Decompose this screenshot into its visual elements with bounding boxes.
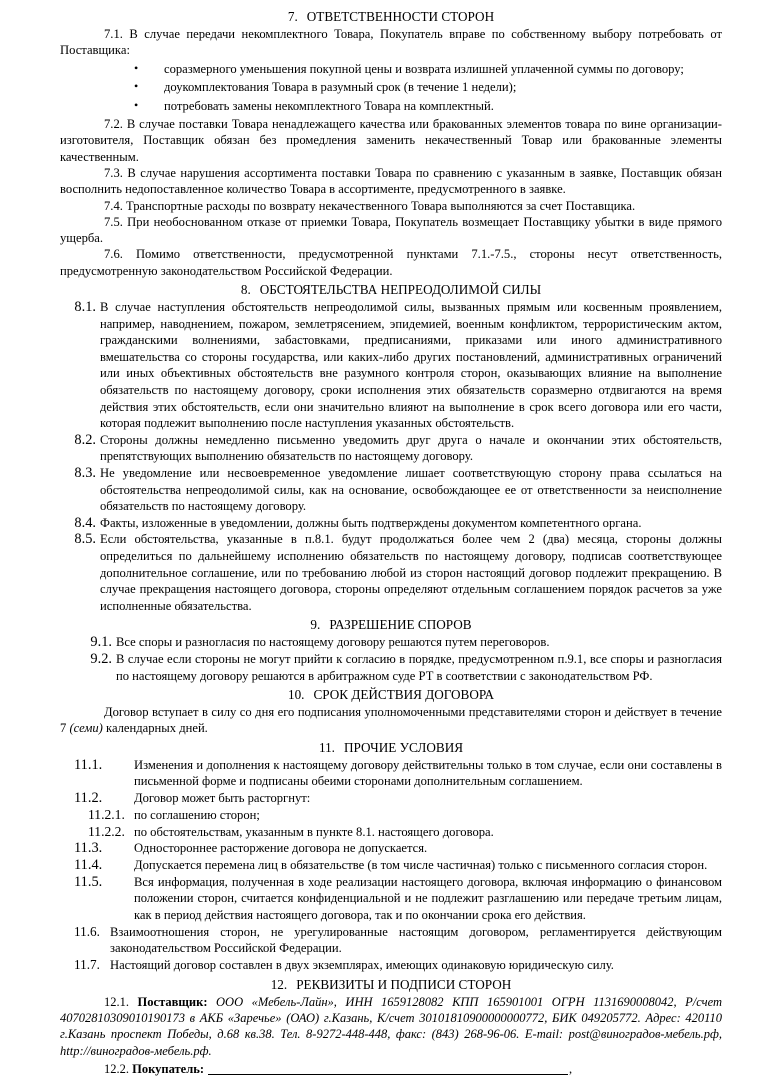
list-item: • потребовать замены некомплектного Товара на комплектный. — [164, 97, 722, 116]
clause-7-1-bullet-list — [60, 60, 722, 116]
clause-number: 11.1. — [74, 756, 103, 773]
clause-number: 11.2.2. — [88, 823, 125, 839]
section-heading-9 — [60, 616, 722, 633]
clause-text: Факты, изложенные в уведомлении, должны быть подтверждены документом компетентного органа. — [100, 515, 642, 530]
clause-11-7 — [60, 957, 722, 974]
buyer-label: Покупатель: — [132, 1062, 204, 1077]
clause-text: Все споры и разногласия по настоящему договору решаются путем переговоров. — [116, 635, 550, 650]
clause-number: 11.6. — [74, 923, 100, 939]
clause-11-2-1 — [60, 807, 722, 824]
clause-text: Настоящий договор составлен в двух экземплярах, имеющих одинаковую юридическую силу. — [110, 957, 614, 972]
clause-number: 8.5. — [74, 531, 96, 548]
clause-7-3: 7.3. В случае нарушения ассортимента поставки Товара по сравнению с указанным в заявке, Поставщик обязан восполнить недопоставленное количество Товара в ассортименте, предусмотренного в заявке. — [60, 165, 722, 197]
clause-8-3 — [60, 465, 722, 515]
clause-text: Одностороннее расторжение договора не допускается. — [134, 841, 428, 856]
clause-text: по обстоятельствам, указанным в пункте 8.1. настоящего договора. — [134, 824, 494, 839]
clause-text: Если обстоятельства, указанные в п.8.1. будут продолжаться более чем 2 (два) месяца, стороны должны определиться по дальнейшему исполнению обязательств по настоящему договору, подписав соответствующее дополнительное соглашение, или по требованию любой из сторон настоящий договор подлежит прекращению. В случае прекращения настоящего договора, стороны определяют отдельным соглашением порядок расчетов за уже исполненные обязательства. — [100, 532, 722, 613]
section-10-body-before: Договор вступает в силу со дня его подписания уполномоченными представителями сторон и действует в течение 7 — [60, 705, 722, 736]
clause-11-2 — [60, 790, 722, 807]
clause-text: В случае если стороны не могут прийти к согласию в порядке, предусмотренном п.9.1, все споры и разногласия по настоящему договору решаются в арбитражном суде РТ в соответствии с законодательством РФ. — [116, 651, 722, 683]
clause-9-2 — [60, 651, 722, 684]
clause-number: 11.5. — [74, 873, 103, 890]
supplier-requisites — [60, 994, 722, 1060]
clause-8-1 — [60, 299, 722, 432]
clause-text: Взаимоотношения сторон, не урегулированные настоящим договором, регламентируется действующим законодательством Российской Федерации. — [110, 924, 722, 956]
clause-text: Договор может быть расторгнут: — [134, 790, 311, 805]
clause-text: Стороны должны немедленно письменно уведомить друг друга о начале и окончании этих обстоятельств, препятствующих выполнению обязательств по настоящему договору. — [100, 432, 722, 464]
clause-7-5: 7.5. При необоснованном отказе от приемки Товара, Покупатель возмещает Поставщику убытки в виде прямого ущерба. — [60, 214, 722, 246]
clause-9-1 — [60, 634, 722, 651]
clause-number: 11.7. — [74, 956, 100, 972]
clause-7-6: 7.6. Помимо ответственности, предусмотренной пунктами 7.1.-7.5., стороны несут ответственность, предусмотренную законодательством Российской Федерации. — [60, 247, 722, 278]
section-number-11: 11. — [318, 739, 335, 755]
clause-11-1 — [60, 757, 722, 790]
section-title-9: РАЗРЕШЕНИЕ СПОРОВ — [329, 617, 472, 633]
section-heading-7 — [60, 8, 722, 25]
clause-number: 8.2. — [74, 431, 96, 448]
clause-text: Не уведомление или несвоевременное уведомление лишает соответствующую сторону права ссылаться на обстоятельства непреодолимой силы, как на основание, освобождающее ее от ответственности за неисполнение обязательств по настоящему договору. — [100, 466, 722, 514]
clause-number: 11.2.1. — [88, 806, 125, 822]
section-title-10: СРОК ДЕЙСТВИЯ ДОГОВОРА — [313, 687, 495, 703]
clause-11-4 — [60, 857, 722, 874]
clause-number: 8.3. — [74, 465, 96, 481]
section-number-8: 8. — [240, 282, 251, 298]
section-title-11: ПРОЧИЕ УСЛОВИЯ — [343, 739, 464, 755]
clause-number: 9.2. — [90, 650, 112, 667]
clause-number: 11.4. — [74, 857, 103, 874]
clause-11-6 — [60, 924, 722, 957]
section-number-10: 10. — [287, 687, 305, 703]
supplier-details: ООО «Мебель-Лайн», ИНН 1659128082 КПП 165901001 ОГРН 1131690008042, Р/счет 40702810309010190173 в АКБ «Заречье» (ОАО) г.Казань, К/счет 30101810900000000772, БИК 049205772. Адрес: 420110 г.Казань проспект Победы, д.68 кв.38. Тел. 8-9272-448-448, факс: (843) 268-96-06. E-mail: post@виноградов-мебель.рф, http://виноградов-мебель.рф. — [60, 994, 722, 1058]
clause-8-4 — [60, 515, 722, 532]
clause-text: Изменения и дополнения к настоящему договору действительны только в том случае, если они составлены в письменной форме и подписаны обеими сторонами дополнительным соглашением. — [134, 757, 722, 789]
clause-8-2 — [60, 432, 722, 465]
section-heading-12 — [60, 976, 722, 993]
section-title-8: ОБСТОЯТЕЛЬСТВА НЕПРЕОДОЛИМОЙ СИЛЫ — [259, 282, 542, 298]
section-10-body-after: календарных дней. — [102, 721, 208, 736]
clause-7-4: 7.4. Транспортные расходы по возврату некачественного Товара выполняются за счет Поставщика. — [104, 198, 636, 213]
section-number-12: 12. — [270, 976, 288, 992]
clause-7-2: 7.2. В случае поставки Товара ненадлежащего качества или бракованных элементов товара по вине организации-изготовителя, Поставщик обязан без промедления заменить некачественный Товар или бракованные элементы качественным. — [60, 117, 722, 164]
section-heading-8 — [60, 281, 722, 298]
clause-number: 9.1. — [90, 634, 112, 651]
clause-11-5 — [60, 874, 722, 924]
section-10-body-italic: (семи) — [69, 721, 103, 736]
buyer-trailing-comma: , — [568, 1062, 573, 1077]
list-item: • соразмерного уменьшения покупной цены и возврата излишней уплаченной суммы по договору; — [164, 60, 722, 79]
section-number-9: 9. — [310, 617, 321, 633]
section-title-12: РЕКВИЗИТЫ И ПОДПИСИ СТОРОН — [296, 976, 512, 992]
buyer-item-number: 12.2. — [104, 1062, 129, 1077]
clause-8-5 — [60, 531, 722, 614]
section-heading-10 — [60, 686, 722, 703]
clause-number: 11.2. — [74, 789, 103, 806]
buyer-fill-in-blank[interactable] — [208, 1066, 568, 1076]
buyer-requisites — [60, 1061, 722, 1077]
section-title-7: ОТВЕТСТВЕННОСТИ СТОРОН — [306, 9, 495, 24]
section-number-7: 7. — [287, 9, 298, 24]
clause-7-1: 7.1. В случае передачи некомплектного Товара, Покупатель вправе по собственному выбору потребовать от Поставщика: — [60, 27, 722, 58]
supplier-label: Поставщик: — [137, 994, 208, 1009]
clause-number: 11.3. — [74, 840, 103, 857]
clause-11-3 — [60, 840, 722, 857]
section-heading-11 — [60, 739, 722, 756]
clause-text: В случае наступления обстоятельств непреодолимой силы, вызванных прямым или косвенным проявлением, например, наводнением, пожаром, землетрясением, эпидемией, военным конфликтом, террористическим актом, гражданскими волнениями, забастовками, предписаниями, приказами или иного административного вмешательства со стороны государства, или каких-либо других постановлений, административных ограничений или иных объективных обстоятельств вне разумного контроля сторон, оказывающих влияние на выполнение обязательств по настоящему договору, сроки исполнения этих обязательств соразмерно отдвигаются на время действия этих обстоятельств, если они значительно влияют на выполнение в срок всего договора или его части, которая подлежит выполнению после наступления указанных обстоятельств. — [100, 300, 722, 431]
clause-text: по соглашению сторон; — [134, 807, 260, 822]
clause-number: 8.1. — [74, 299, 96, 316]
list-item: • доукомплектования Товара в разумный срок (в течение 1 недели); — [164, 78, 722, 97]
clause-text: Допускается перемена лиц в обязательстве (в том числе частичная) только с письменного согласия сторон. — [134, 858, 708, 873]
clause-number: 8.4. — [74, 514, 96, 531]
clause-11-2-2 — [60, 824, 722, 841]
section-10-body — [60, 704, 722, 737]
supplier-item-number: 12.1. — [104, 994, 129, 1009]
clause-text: Вся информация, полученная в ходе реализации настоящего договора, включая информацию о финансовом положении сторон, считается конфиденциальной и не подлежит разглашению или передаче третьим лицам, как в период действия настоящего договора, так и по окончании срока его действия. — [134, 874, 722, 923]
